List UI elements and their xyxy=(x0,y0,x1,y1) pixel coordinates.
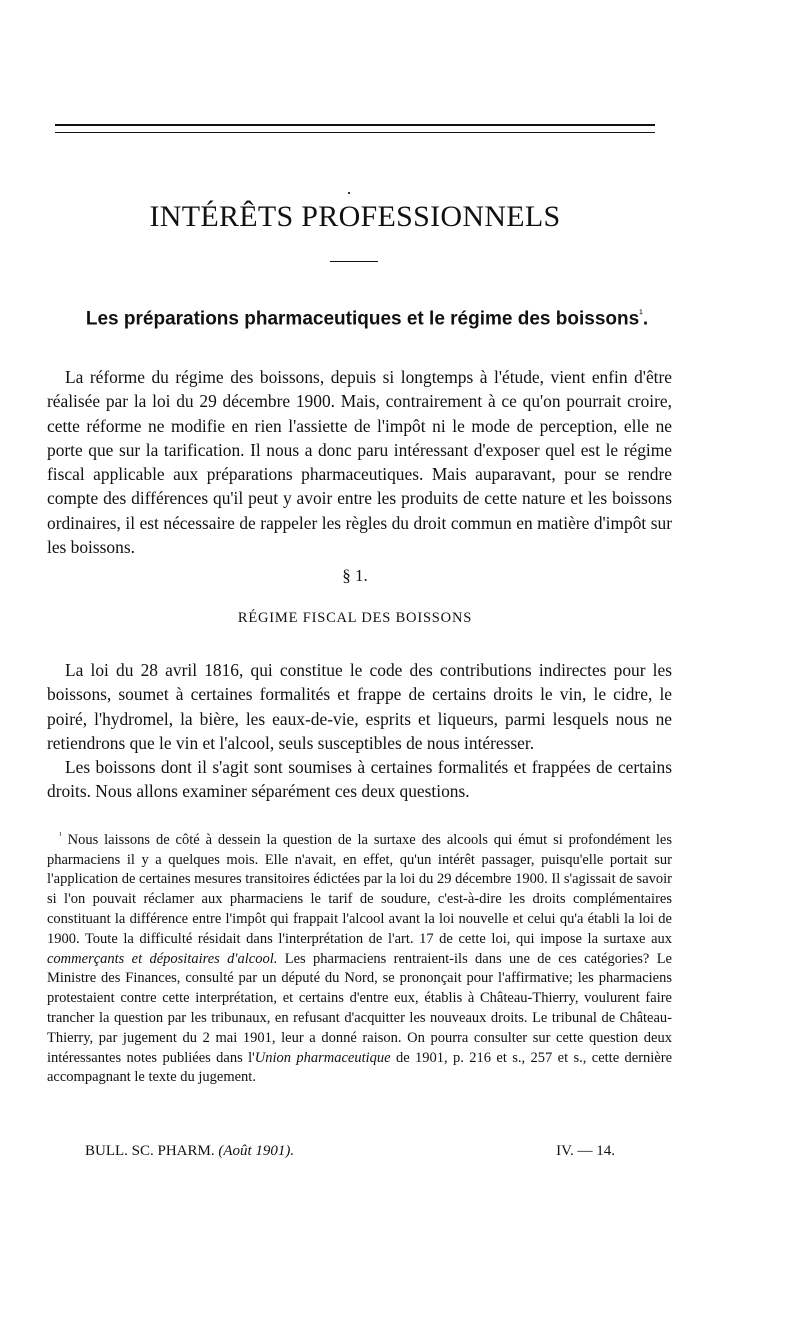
footer-date: (Août 1901). xyxy=(218,1143,295,1159)
section-title: RÉGIME FISCAL DES BOISSONS xyxy=(237,610,473,626)
footnote-mark: ¹ xyxy=(59,830,62,840)
body-text-block xyxy=(47,658,672,804)
page-footer xyxy=(85,1143,615,1160)
speck xyxy=(348,192,350,194)
article-title-text: Les préparations pharmaceutiques et le régime des boissons xyxy=(85,308,640,330)
footnote-text-2: Les pharmaciens rentraient-ils dans une de ces catégories? Le Ministre des Finances, consulté par un député du Nord, se prononçait pour l'affirmative; les pharmaciens protestaient contre cette interprétation, et certains d'entre eux, établis à Château-Thierry, voulurent faire trancher la question par les tribunaux, en refusant d'acquitter les nouveaux droits. Le tribunal de Château-Thierry, par jugement du 2 mai 1901, leur a donné raison. On pourra consulter sur cette question deux intéressantes notes publiées dans l' xyxy=(47,950,672,1066)
footnote-paragraph xyxy=(47,826,672,1088)
intro-paragraph-block xyxy=(47,365,672,559)
article-title-footnote-mark: ¹ xyxy=(639,308,643,320)
body-paragraph-1: La loi du 28 avril 1816, qui constitue le code des contributions indirectes pour les boissons, soumet à certaines formalités et frappe de certains droits le vin, le cidre, le poiré, l'hydromel, la bière, les eaux-de-vie, esprits et liqueurs, parmi lesquels nous ne retiendrons que le vin et l'alcool, seuls susceptibles de nous intéresser. xyxy=(47,660,672,753)
footnote-text-1: Nous laissons de côté à dessein la question de la surtaxe des alcools qui émut si profondément les pharmaciens il y a quelques mois. Elle n'avait, en effet, qu'un intérêt passager, puisqu'elle portait sur l'application de certaines mesures transitoires édictées par la loi du 29 décembre 1900. Il s'agissait de savoir si l'on pouvait réclamer aux pharmaciens le tarif de soudure, c'est-à-dire les droits complémentaires constituant la différence entre l'impôt qui frappait l'alcool avant la loi nouvelle et celui qu'a établi la loi de 1900. Toute la difficulté résidait dans l'interprétation de l'art. 17 de cette loi, qui impose la surtaxe aux xyxy=(47,831,673,947)
footnote-block xyxy=(47,826,672,1088)
section-mark: § 1. xyxy=(342,566,368,585)
footer-page-number: IV. — 14. xyxy=(556,1143,615,1159)
article-title: Les préparations pharmaceutiques et le régime des boissons$^{^1}$. xyxy=(85,308,649,330)
footnote-italic-1: commerçants et dépositaires d'alcool. xyxy=(47,950,278,967)
footer-citation xyxy=(85,1143,294,1160)
title-underline xyxy=(330,261,378,262)
footnote-italic-2: Union pharmaceutique xyxy=(254,1049,391,1066)
page-title: INTÉRÊTS PROFESSIONNELS xyxy=(149,200,561,233)
footnote-text-3: de 1901, p. 216 et s., 257 et s., cette dernière accompagnant le texte du jugement. xyxy=(47,1049,673,1086)
intro-paragraph: La réforme du régime des boissons, depuis si longtemps à l'étude, vient enfin d'être réalisée par la loi du 29 décembre 1900. Mais, contrairement à ce qu'on pourrait croire, cette réforme ne modifie en rien l'assiette de l'impôt ni le mode de perception, elle ne porte que sur la tarification. Il nous a donc paru intéressant d'exposer quel est le régime fiscal applicable aux préparations pharmaceutiques. Mais auparavant, pour se rendre compte des différences qu'il peut y avoir entre les produits de cette nature et les boissons ordinaires, il est nécessaire de rappeler les règles du droit commun en matière d'impôt sur les boissons. xyxy=(47,367,672,558)
footer-journal: BULL. SC. PHARM. xyxy=(85,1143,215,1159)
header-double-rule xyxy=(55,124,655,133)
body-paragraph-2: Les boissons dont il s'agit sont soumises à certaines formalités et frappées de certains droits. Nous allons examiner séparément ces deux questions. xyxy=(47,757,672,802)
